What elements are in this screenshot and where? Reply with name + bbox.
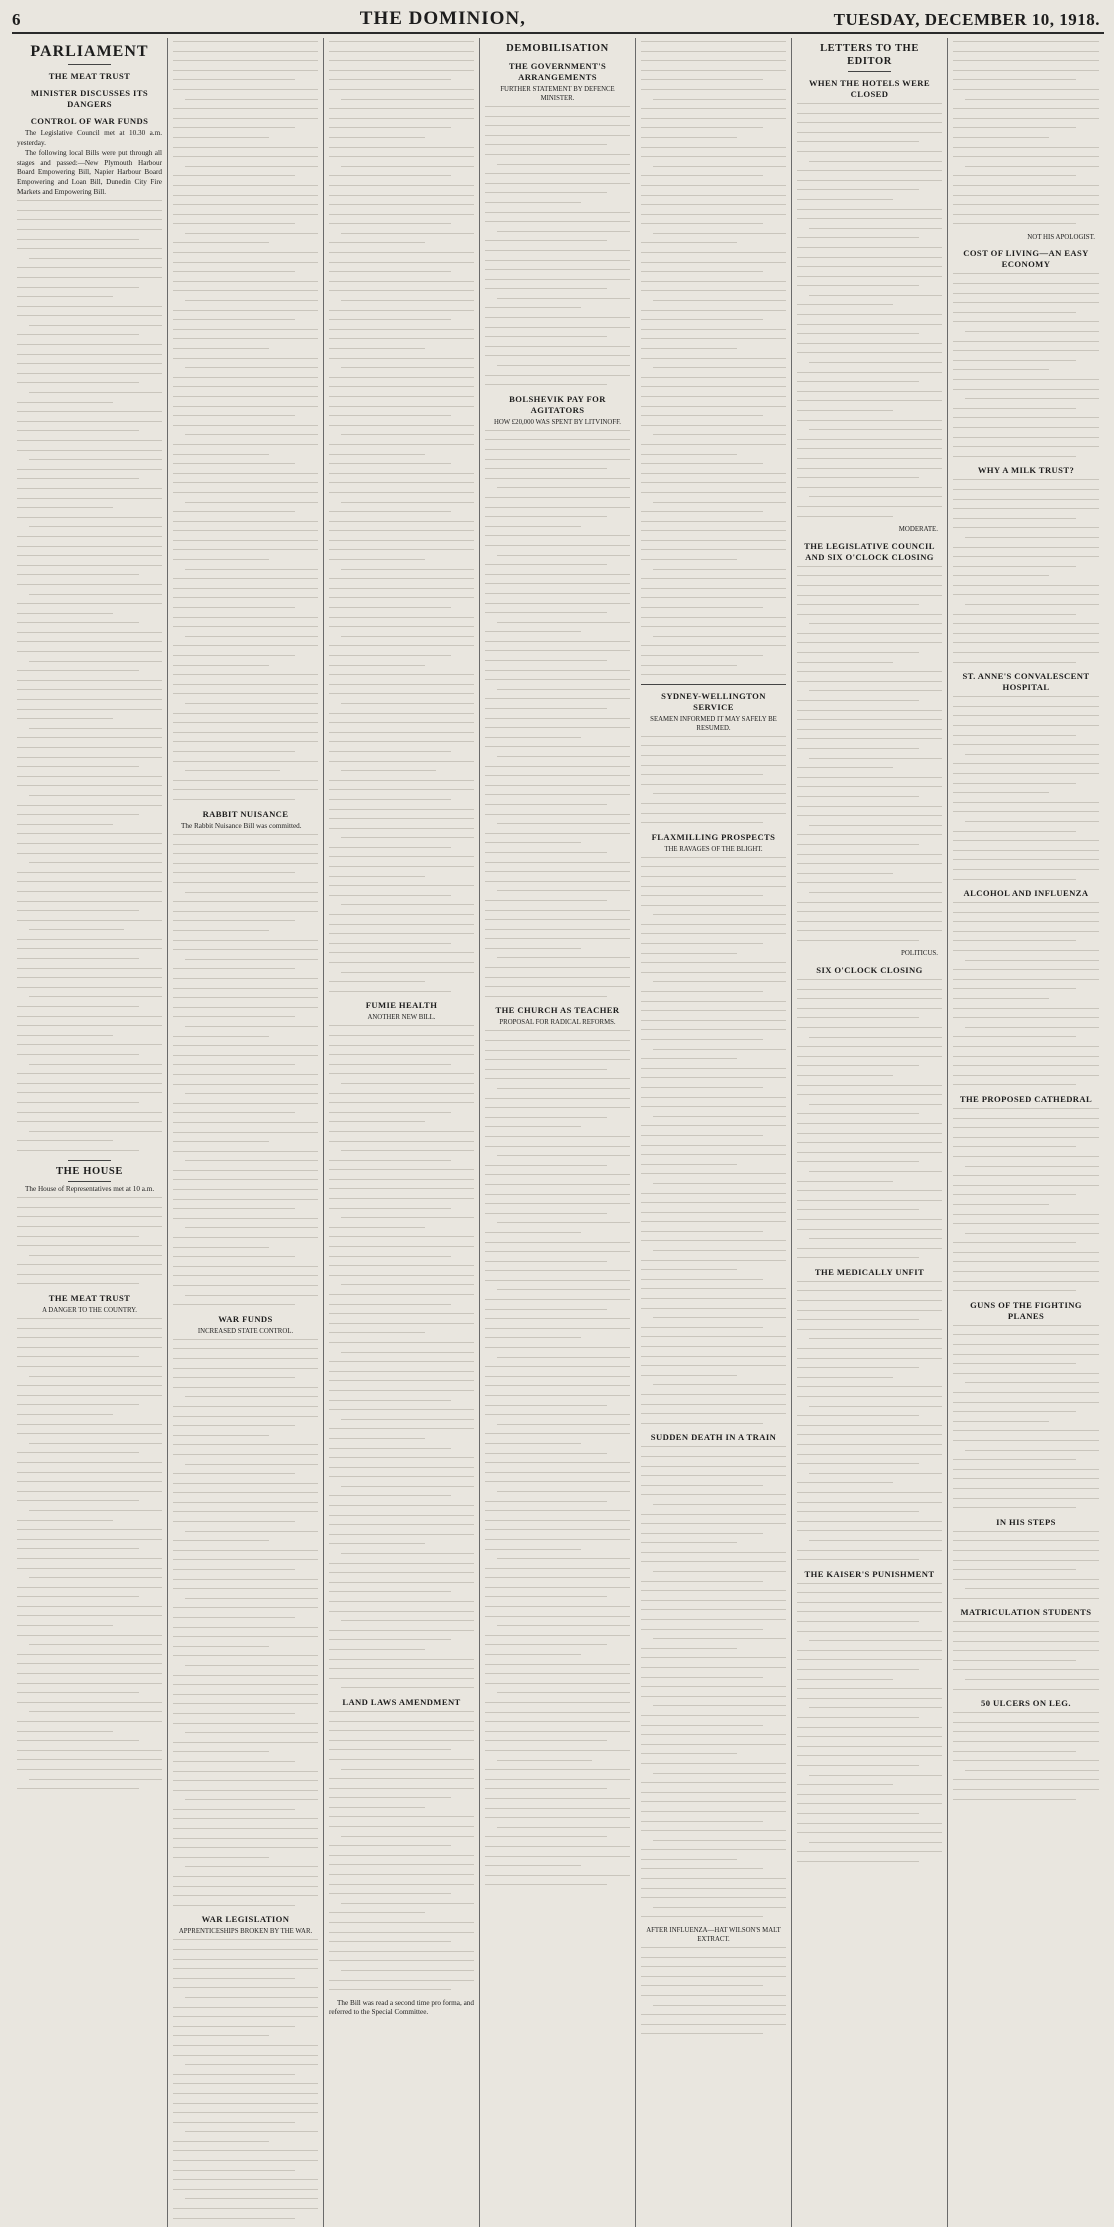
column-6 [792, 38, 948, 2227]
body-text-block [173, 834, 318, 1305]
body-text-block [329, 1025, 474, 1688]
article-subheading: CONTROL OF WAR FUNDS [30, 116, 149, 126]
article-heading: ALCOHOL AND INFLUENZA [963, 888, 1089, 899]
body-text-block [953, 479, 1099, 662]
body-text-block [329, 41, 474, 992]
article-heading: FUMIE HEALTH [365, 1000, 438, 1011]
body-text-block [329, 1711, 474, 1990]
column-2 [168, 38, 324, 2227]
article-heading: ST. ANNE'S CONVALESCENT HOSPITAL [962, 671, 1090, 693]
article-paragraph: The following local Bills were put through all stages and passed:—New Plymouth Harbour Board Empowering Bill, Napier Harbour Board Empowering and Loan Bill, Dunedin City Fire Markets and Empowering Bill. [17, 149, 162, 196]
divider [68, 64, 112, 65]
section-heading-parliament: PARLIAMENT [30, 43, 149, 60]
letter-signature: MODERATE. [898, 526, 938, 534]
body-text-block [797, 1281, 942, 1560]
body-text-block [797, 103, 942, 517]
article-heading: WHY A MILK TRUST? [977, 465, 1075, 476]
article-heading: SIX O'CLOCK CLOSING [816, 965, 923, 976]
body-text-block [953, 41, 1099, 224]
divider [68, 1160, 112, 1161]
article-heading: LAND LAWS AMENDMENT [342, 1696, 461, 1707]
body-text-block [953, 1108, 1099, 1291]
article-subheading: THE GOVERNMENT'S ARRANGEMENTS [508, 61, 607, 82]
body-text-block [797, 979, 942, 1258]
article-subheading: HOW £20,000 WAS SPENT BY LITVINOFF. [493, 418, 622, 426]
body-text-block [953, 1621, 1099, 1689]
body-text-block [641, 41, 786, 675]
article-heading: DEMOBILISATION [506, 43, 609, 54]
article-subheading: FURTHER STATEMENT BY DEFENCE MINISTER. [500, 86, 615, 102]
paper-name: THE DOMINION, [359, 8, 526, 29]
body-text-block [953, 902, 1099, 1085]
body-text-block [17, 1197, 162, 1284]
article-heading: THE CHURCH AS TEACHER [495, 1005, 620, 1016]
body-text-block [641, 1947, 786, 2034]
article-heading: THE MEAT TRUST [48, 1293, 131, 1304]
section-heading-letters: LETTERS TO THE EDITOR [820, 43, 919, 67]
article-heading: BOLSHEVIK PAY FOR AGITATORS [509, 393, 606, 415]
body-text-block [797, 566, 942, 941]
article-heading: RABBIT NUISANCE [202, 808, 289, 819]
article-heading: WHEN THE HOTELS WERE CLOSED [808, 78, 931, 99]
article-heading: THE KAISER'S PUNISHMENT [804, 1568, 935, 1579]
column-1 [12, 38, 168, 2227]
body-text-block [641, 1446, 786, 1917]
body-text-block [173, 1339, 318, 1906]
masthead [12, 8, 1104, 34]
body-text-block [485, 106, 630, 385]
body-text-block [173, 41, 318, 800]
article-heading: THE MEDICALLY UNFIT [814, 1266, 925, 1277]
article-heading: COST OF LIVING—AN EASY ECONOMY [963, 248, 1089, 270]
letter-signature: POLITICUS. [901, 950, 938, 958]
article-subheading: INCREASED STATE CONTROL. [197, 1327, 294, 1335]
article-heading: GUNS OF THE FIGHTING PLANES [970, 1299, 1082, 1321]
article-paragraph: The House of Representatives met at 10 a.m. [25, 1184, 155, 1193]
article-subheading: PROPOSAL FOR RADICAL REFORMS. [499, 1019, 616, 1027]
article-heading: WAR LEGISLATION [201, 1914, 290, 1925]
article-heading: SYDNEY-WELLINGTON SERVICE [661, 690, 766, 712]
column-7 [948, 38, 1104, 2227]
column-5 [636, 38, 792, 2227]
article-heading: FLAXMILLING PROSPECTS [651, 831, 776, 842]
body-text-block [953, 696, 1099, 879]
body-text-block [953, 1531, 1099, 1599]
advertisement-heading: 50 ULCERS ON LEG. [981, 1698, 1071, 1709]
article-subheading: ANOTHER NEW BILL. [367, 1014, 436, 1022]
column-4 [480, 38, 636, 2227]
body-text-block [953, 1712, 1099, 1799]
divider [68, 1181, 112, 1182]
article-subheading: SEAMEN INFORMED IT MAY SAFELY BE RESUMED. [650, 715, 777, 732]
article-paragraph: The Bill was read a second time pro forma, and referred to the Special Committee. [329, 1998, 474, 2017]
body-text-block [17, 200, 162, 1151]
article-subheading: MINISTER DISCUSSES ITS DANGERS [30, 88, 149, 109]
body-text-block [797, 1583, 942, 1862]
dateline: TUESDAY, DECEMBER 10, 1918. [833, 10, 1100, 29]
article-heading: SUDDEN DEATH IN A TRAIN [650, 1432, 777, 1443]
article-paragraph: The Legislative Council met at 10.30 a.m. yesterday. [17, 129, 162, 147]
article-heading: THE PROPOSED CATHEDRAL [959, 1093, 1093, 1104]
body-text-block [17, 1318, 162, 1789]
body-text-block [953, 1325, 1099, 1508]
article-subheading: A DANGER TO THE COUNTRY. [42, 1307, 137, 1315]
columns [12, 38, 1104, 2017]
article-heading: IN HIS STEPS [996, 1516, 1056, 1527]
body-text-block [173, 1939, 318, 2218]
body-text-block [485, 1030, 630, 1885]
body-text-block [485, 430, 630, 997]
body-text-block [953, 273, 1099, 456]
article-heading: THE MEAT TRUST [48, 71, 131, 81]
divider [641, 684, 786, 685]
article-subheading: THE RAVAGES OF THE BLIGHT. [664, 845, 763, 853]
page-number: 6 [12, 10, 21, 29]
body-text-block [641, 736, 786, 823]
article-paragraph: The Rabbit Nuisance Bill was committed. [181, 821, 302, 830]
article-heading: THE HOUSE [56, 1165, 123, 1177]
divider [848, 71, 892, 72]
letter-signature: NOT HIS APOLOGIST. [1027, 233, 1095, 241]
body-text-block [641, 857, 786, 1424]
advertisement-line: AFTER INFLUENZA—HAT WILSON'S MALT EXTRACT. [646, 1927, 781, 1944]
article-heading: MATRICULATION STUDENTS [960, 1607, 1092, 1618]
article-subheading: APPRENTICESHIPS BROKEN BY THE WAR. [178, 1928, 313, 1936]
column-3 [324, 38, 480, 2227]
article-heading: THE LEGISLATIVE COUNCIL AND SIX O'CLOCK CLOSING [804, 540, 935, 562]
article-heading: WAR FUNDS [218, 1313, 273, 1324]
